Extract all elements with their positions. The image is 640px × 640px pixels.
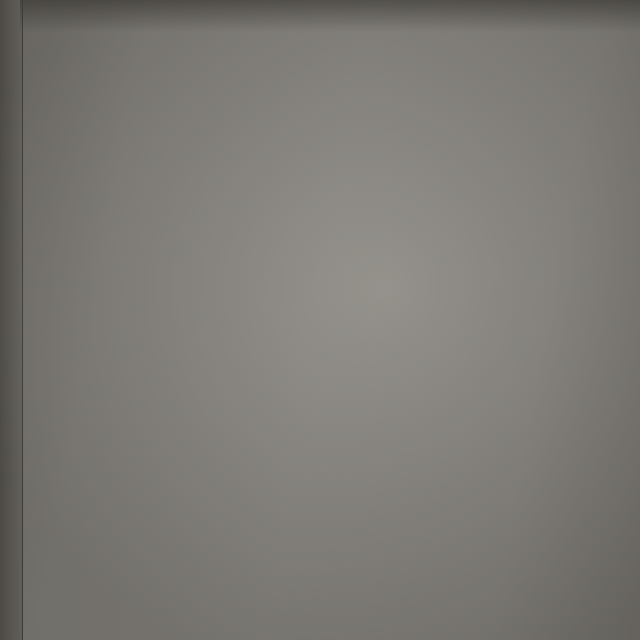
problems-column (15, 0, 640, 640)
